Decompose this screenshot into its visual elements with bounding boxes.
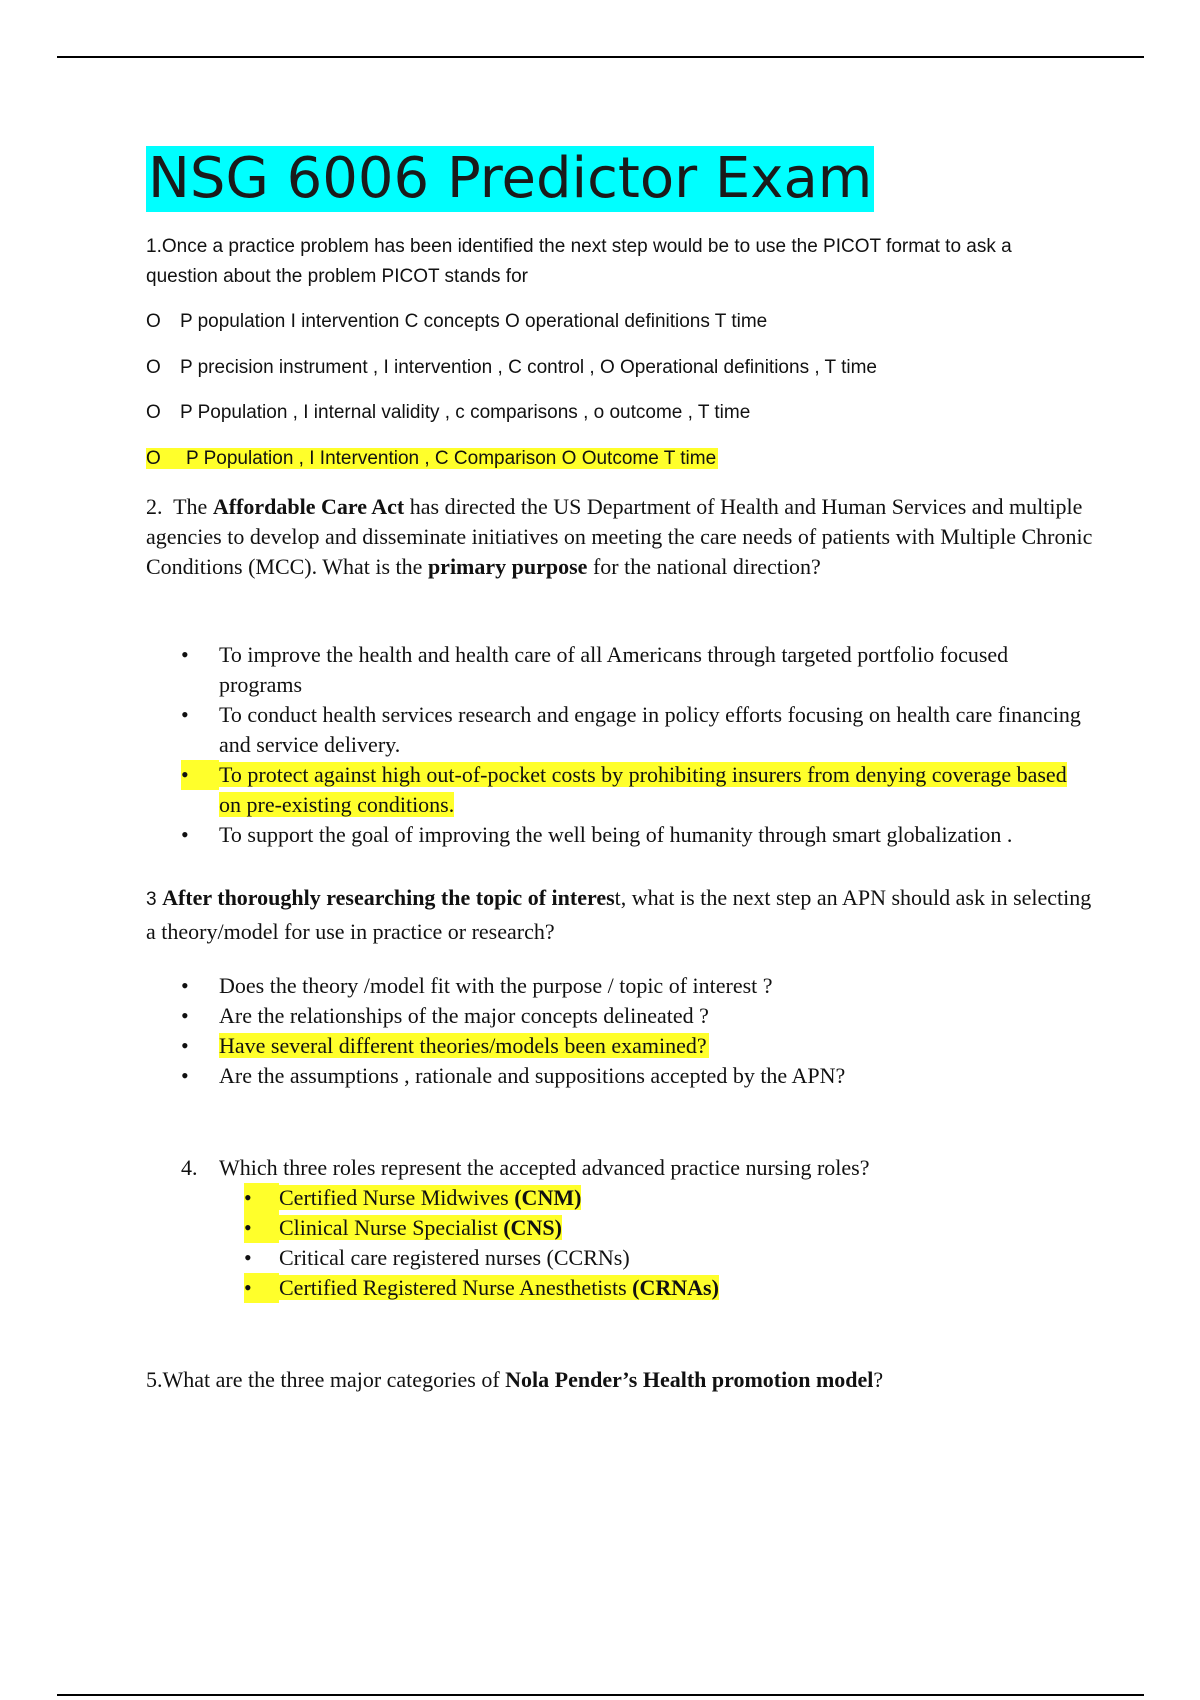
- document-title: NSG 6006 Predictor Exam: [148, 146, 873, 211]
- option-marker: O: [146, 357, 161, 378]
- question-number: 3: [146, 889, 157, 910]
- option-text: Does the theory /model fit with the purpose / topic of interest ?: [219, 973, 773, 998]
- bullet-icon: •: [181, 973, 189, 998]
- list-item-answer: [244, 1273, 1044, 1303]
- bullet-icon: •: [244, 1273, 279, 1303]
- question-3-options: [181, 971, 1081, 1091]
- bullet-icon: •: [181, 642, 189, 667]
- bottom-rule: [57, 1694, 1144, 1696]
- top-rule: [57, 56, 1144, 58]
- question-text-part: ?: [873, 1367, 884, 1392]
- list-item: [181, 700, 1081, 760]
- bullet-icon: •: [244, 1245, 252, 1270]
- question-1-option-a: [146, 309, 767, 335]
- list-item: [181, 971, 1081, 1001]
- option-text: To improve the health and health care of all Americans through targeted portfolio focused programs: [219, 642, 1009, 697]
- option-text: To conduct health services research and engage in policy efforts focusing on health care financing and service delivery.: [219, 702, 1081, 757]
- question-number: 2.: [146, 494, 163, 519]
- list-item-answer: [181, 760, 1081, 820]
- option-text: P precision instrument , I intervention , C control , O Operational definitions , T time: [180, 357, 877, 378]
- bullet-icon: •: [181, 822, 189, 847]
- bullet-icon: •: [244, 1183, 279, 1213]
- bullet-icon: •: [181, 760, 219, 790]
- option-text: To support the goal of improving the well being of humanity through smart globalization .: [219, 822, 1013, 847]
- question-1-text: 1.Once a practice problem has been identified the next step would be to use the PICOT format to ask a question about the problem PICOT stands for: [146, 236, 1012, 287]
- list-item-answer: [181, 1031, 1081, 1061]
- question-1-option-b: [146, 355, 877, 381]
- bullet-icon: •: [181, 702, 189, 727]
- question-1-option-c: [146, 400, 750, 426]
- option-marker: O: [146, 311, 161, 332]
- bullet-icon: •: [181, 1003, 189, 1028]
- list-item: [181, 820, 1081, 850]
- list-item: [181, 640, 1081, 700]
- list-item: [244, 1243, 1044, 1273]
- list-item: [181, 1061, 1081, 1091]
- question-emphasis: primary purpose: [427, 554, 588, 579]
- question-2-text: [146, 492, 1106, 582]
- option-text: P Population , I Intervention , C Comparison O Outcome T time: [186, 448, 717, 469]
- question-4-options: [244, 1183, 1044, 1303]
- question-emphasis: Affordable Care Act: [212, 494, 405, 519]
- option-text: Certified Nurse Midwives: [279, 1185, 515, 1210]
- option-text: Certified Registered Nurse Anesthetists: [279, 1275, 633, 1300]
- option-text: To protect against high out-of-pocket costs by prohibiting insurers from denying coverage based on pre-existing conditions.: [219, 762, 1067, 817]
- option-text: P Population , I internal validity , c comparisons , o outcome , T time: [180, 402, 751, 423]
- question-5-text: [146, 1365, 1106, 1395]
- option-marker: O: [146, 448, 161, 469]
- option-emphasis: (CNM): [514, 1185, 582, 1210]
- bullet-icon: •: [181, 1063, 189, 1088]
- question-number: 4.: [181, 1155, 198, 1180]
- question-emphasis: After thoroughly researching the topic of interes: [162, 885, 615, 910]
- question-text-part: Which three roles represent the accepted advanced practice nursing roles?: [219, 1155, 870, 1180]
- bullet-icon: •: [244, 1213, 279, 1243]
- option-text: Are the relationships of the major concepts delineated ?: [219, 1003, 709, 1028]
- question-1-option-d-answer: [146, 446, 718, 472]
- list-item: [181, 1001, 1081, 1031]
- question-3-text: [146, 882, 1106, 948]
- question-text-part: The: [173, 494, 213, 519]
- question-2-options: [181, 640, 1081, 850]
- list-item-answer: [244, 1183, 1044, 1213]
- question-text-part: has directed the US Department of Health and Human Services and multiple agencies to develop and disseminate initiatives on meeting the care needs of patients with Multiple Chronic Conditions (MCC). What is the: [146, 494, 1093, 579]
- option-emphasis: (CNS): [503, 1215, 562, 1240]
- option-marker: O: [146, 402, 161, 423]
- list-item-answer: [244, 1213, 1044, 1243]
- option-text: Have several different theories/models been examined?: [219, 1033, 707, 1058]
- question-text-part: t, what is the next step an APN should ask in selecting a theory/model for use in practice or research?: [146, 885, 1092, 944]
- question-text-part: for the national direction?: [587, 554, 821, 579]
- option-text: Critical care registered nurses (CCRNs): [279, 1245, 630, 1270]
- option-text: P population I intervention C concepts O operational definitions T time: [180, 311, 768, 332]
- option-text: Clinical Nurse Specialist: [279, 1215, 504, 1240]
- question-4-text: [181, 1153, 1081, 1183]
- question-text-part: 5.What are the three major categories of: [146, 1367, 506, 1392]
- option-emphasis: (CRNAs): [632, 1275, 719, 1300]
- bullet-icon: •: [181, 1033, 189, 1058]
- option-text: Are the assumptions , rationale and suppositions accepted by the APN?: [219, 1063, 846, 1088]
- question-emphasis: Nola Pender’s Health promotion model: [505, 1367, 874, 1392]
